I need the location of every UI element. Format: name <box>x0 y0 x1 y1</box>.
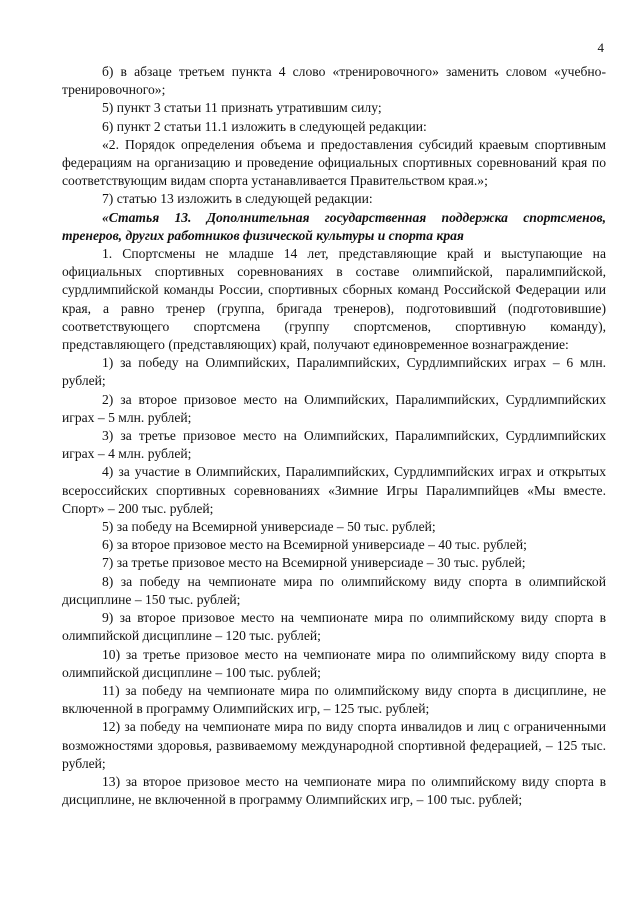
award-item-1: 1) за победу на Олимпийских, Паралимпийских, Сурдлимпийских играх – 6 млн. рублей; <box>62 355 606 389</box>
award-item-12: 12) за победу на чемпионате мира по виду спорта инвалидов и лиц с ограниченными возможностями здоровья, развиваемому международной спортивной федерацией, – 125 тыс. рублей; <box>62 719 606 771</box>
paragraph-amendment-6: 6) пункт 2 статьи 11.1 изложить в следующей редакции: <box>102 118 427 134</box>
paragraph-amendment-5: 5) пункт 3 статьи 11 признать утратившим силу; <box>102 100 382 116</box>
award-item-11: 11) за победу на чемпионате мира по олимпийскому виду спорта в дисциплине, не включенной в программу Олимпийских игр, – 125 тыс. рублей; <box>62 682 606 717</box>
page-number: 4 <box>597 40 604 55</box>
paragraph-amendment-7: 7) статью 13 изложить в следующей редакции: <box>102 191 373 207</box>
award-item-4: 4) за участие в Олимпийских, Паралимпийских, Сурдлимпийских играх и открытых всероссийских спортивных соревнованиях «Зимние Игры Паралимпийцев «Мы вместе. Спорт» – 200 тыс. рублей; <box>62 464 606 516</box>
award-item-3: 3) за третье призовое место на Олимпийских, Паралимпийских, Сурдлимпийских играх – 4 млн. рублей; <box>62 428 606 462</box>
paragraph-quoted-clause-2: «2. Порядок определения объема и предоставления субсидий краевым спортивным федерациям на организацию и проведение официальных спортивных соревнований края по соответствующим видам спорта устанавливается Правительством края.»; <box>62 136 606 189</box>
award-item-9: 9) за второе призовое место на чемпионате мира по олимпийскому виду спорта в олимпийской дисциплине – 120 тыс. рублей; <box>62 610 606 644</box>
paragraph-amendment-b: б) в абзаце третьем пункта 4 слово «тренировочного» заменить словом «учебно-тренировочного»; <box>62 64 606 98</box>
award-item-2: 2) за второе призовое место на Олимпийских, Паралимпийских, Сурдлимпийских играх – 5 млн. рублей; <box>62 391 606 425</box>
award-item-7: 7) за третье призовое место на Всемирной универсиаде – 30 тыс. рублей; <box>102 555 526 571</box>
award-item-10: 10) за третье призовое место на чемпионате мира по олимпийскому виду спорта в олимпийской дисциплине – 100 тыс. рублей; <box>62 646 606 680</box>
document-body <box>62 63 606 809</box>
award-item-6: 6) за второе призовое место на Всемирной универсиаде – 40 тыс. рублей; <box>102 537 527 553</box>
clause-1: 1. Спортсмены не младше 14 лет, представляющие край и выступающие на официальных спортивных соревнованиях в составе олимпийской, паралимпийской, сурдлимпийской команды России, спортивных сборных команд Российской Федерации или края, а равно тренер (группа, бригада тренеров), подготовивший (подготовившие) соответствующего спортсмена (группу спортсменов, спортивную команду), представляющего (представляющих) край, получают единовременное вознаграждение: <box>62 246 606 353</box>
award-item-13: 13) за второе призовое место на чемпионате мира по олимпийскому виду спорта в дисциплине, не включенной в программу Олимпийских игр, – 100 тыс. рублей; <box>62 773 606 808</box>
article-13-heading: «Статья 13. Дополнительная государственная поддержка спортсменов, тренеров, других работников физической культуры и спорта края <box>62 209 606 243</box>
award-item-8: 8) за победу на чемпионате мира по олимпийскому виду спорта в олимпийской дисциплине – 150 тыс. рублей; <box>62 573 606 607</box>
award-item-5: 5) за победу на Всемирной универсиаде – 50 тыс. рублей; <box>102 519 436 535</box>
